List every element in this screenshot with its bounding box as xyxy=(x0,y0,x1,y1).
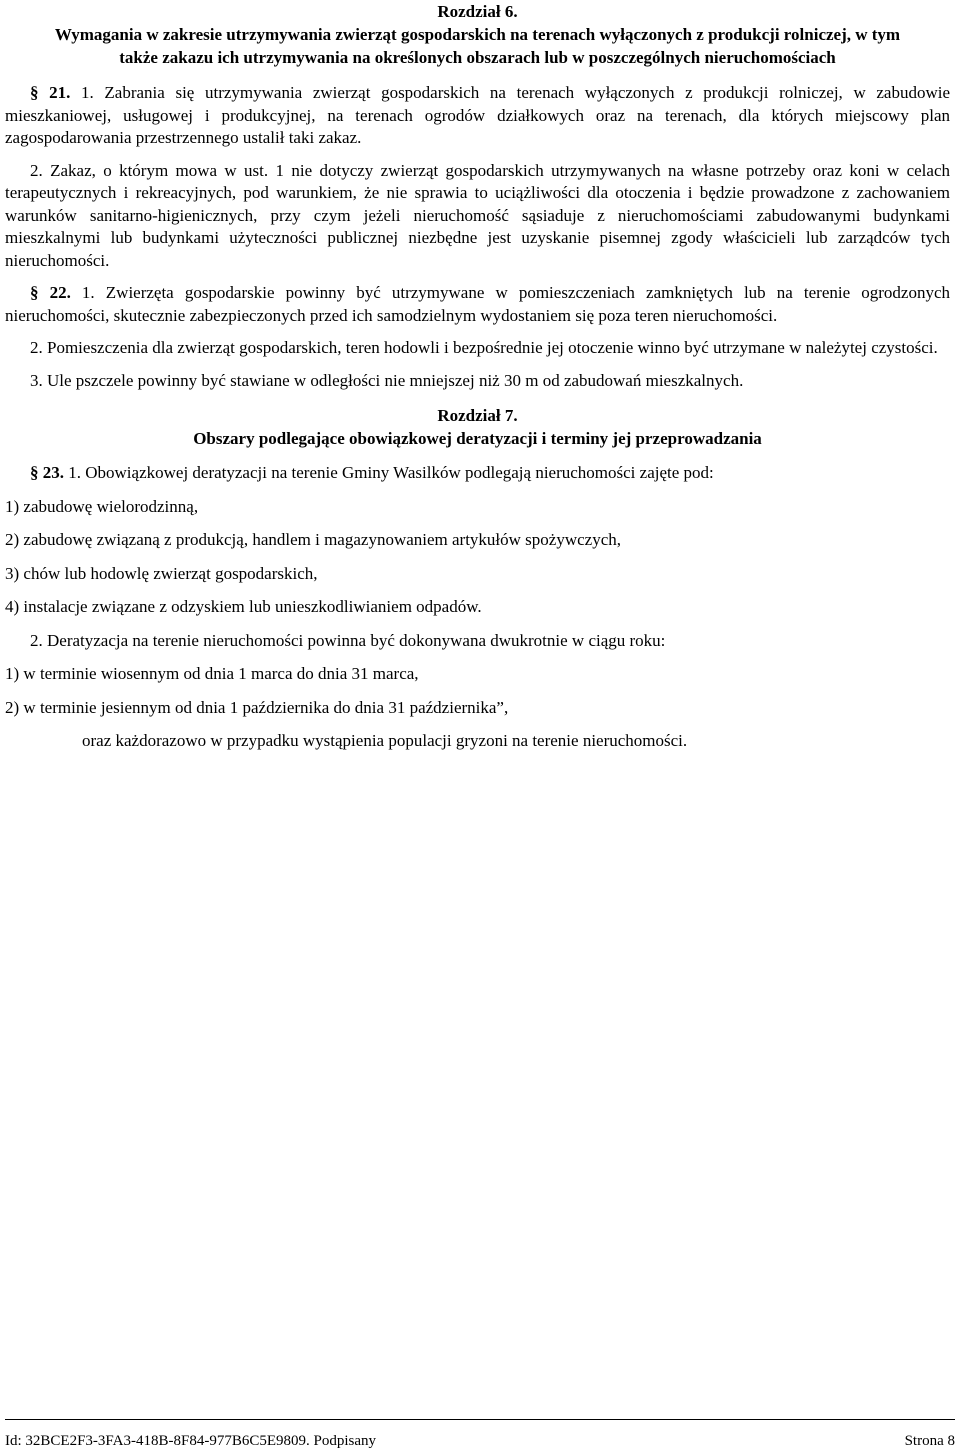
paragraph-21-2: 2. Zakaz, o którym mowa w ust. 1 nie dotyczy zwierząt gospodarskich utrzymywanych na własne potrzeby oraz koni w celach terapeutycznych i rekreacyjnych, pod warunkiem, że nie sprawia to uciążliwości dla otoczenia i będzie prowadzone z zachowaniem warunków sanitarno-higienicznych, przy czym jeżeli nieruchomość sąsiaduje z nieruchomościami zabudowanymi budynkami mieszkalnymi lub budynkami użyteczności publicznej niezbędne jest uzyskanie pisemnej zgody właścicieli lub zarządców tych nieruchomości. xyxy=(5,160,950,270)
chapter-6-title: Wymagania w zakresie utrzymywania zwierząt gospodarskich na terenach wyłączonych z produkcji rolniczej, w tym także zakazu ich utrzymywania na określonych obszarach lub w poszczególnych nieruchomościach xyxy=(54,25,901,67)
section-21-label: § 21. xyxy=(30,83,71,102)
list-item: 2) zabudowę związaną z produkcją, handlem i magazynowaniem artykułów spożywczych, xyxy=(5,530,622,549)
document-page xyxy=(5,0,950,753)
paragraph-22-3: 3. Ule pszczele powinny być stawiane w odległości nie mniejszej niż 30 m od zabudowań mieszkalnych. xyxy=(30,370,744,390)
page-footer xyxy=(5,1419,955,1450)
paragraph-22-2: 2. Pomieszczenia dla zwierząt gospodarskich, teren hodowli i bezpośrednie jej otoczenie winno być utrzymane w należytej czystości. xyxy=(30,338,938,357)
page-number: Strona 8 xyxy=(904,1433,955,1449)
list-item: 2) w terminie jesiennym od dnia 1 października do dnia 31 października”, xyxy=(5,697,509,717)
paragraph-21-1 xyxy=(5,82,950,150)
section-23-text-1: 1. Obowiązkowej deratyzacji na terenie Gminy Wasilków podlegają nieruchomości zajęte pod: xyxy=(64,463,714,482)
list-item: 1) w terminie wiosennym od dnia 1 marca do dnia 31 marca, xyxy=(5,664,419,683)
list-item: 3) chów lub hodowlę zwierząt gospodarskich, xyxy=(5,563,318,583)
chapter-6-number: Rozdział 6. xyxy=(437,2,518,21)
section-21-text-1: 1. Zabrania się utrzymywania zwierząt gospodarskich na terenach wyłączonych z produkcji rolniczej, w zabudowie mieszkaniowej, usługowej i produkcyjnej, na terenach ogrodów działkowych oraz na terenach, dla których miejscowy plan zagospodarowania przestrzennego ustalił taki zakaz. xyxy=(5,83,950,147)
list-item: 4) instalacje związane z odzyskiem lub unieszkodliwianiem odpadów. xyxy=(5,597,482,616)
section-22-label: § 22. xyxy=(30,283,71,302)
paragraph-23-2: 2. Deratyzacja na terenie nieruchomości powinna być dokonywana dwukrotnie w ciągu roku: xyxy=(30,630,666,650)
closing-clause: oraz każdorazowo w przypadku wystąpienia populacji gryzoni na terenie nieruchomości. xyxy=(82,731,688,750)
chapter-7-title: Obszary podlegające obowiązkowej deratyzacji i terminy jej przeprowadzania xyxy=(193,429,762,448)
chapter-7-number: Rozdział 7. xyxy=(437,406,518,425)
list-item: 1) zabudowę wielorodzinną, xyxy=(5,496,199,516)
paragraph-22-1 xyxy=(5,282,950,327)
paragraph-23-1 xyxy=(5,462,950,485)
section-23-label: § 23. xyxy=(30,463,64,482)
document-id: Id: 32BCE2F3-3FA3-418B-8F84-977B6C5E9809. Podpisany xyxy=(5,1433,376,1449)
section-22-text-1: 1. Zwierzęta gospodarskie powinny być utrzymywane w pomieszczeniach zamkniętych lub na terenie ogrodzonych nieruchomości, skutecznie zabezpieczonych przed ich samodzielnym wydostaniem się poza teren nieruchomości. xyxy=(5,283,951,325)
